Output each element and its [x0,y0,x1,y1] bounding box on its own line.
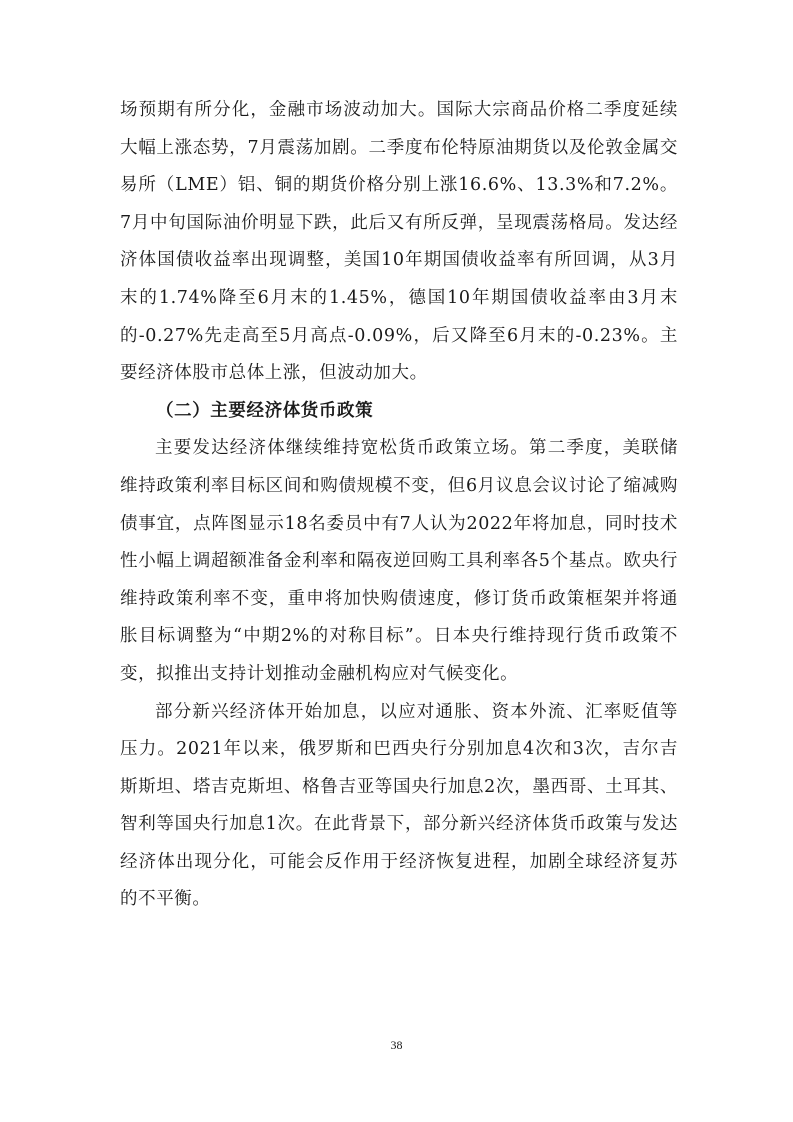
paragraph-developed-economies: 主要发达经济体继续维持宽松货币政策立场。第二季度，美联储维持政策利率目标区间和购债规模不变，但6月议息会议讨论了缩减购债事宜，点阵图显示18名委员中有7人认为2022年将加息，同时技术性小幅上调超额准备金利率和隔夜逆回购工具利率各5个基点。欧央行维持政策利率不变，重申将加快购债速度，修订货币政策框架并将通胀目标调整为“中期2%的对称目标”。日本央行维持现行货币政策不变，拟推出支持计划推动金融机构应对气候变化。 [120,438,678,684]
paragraph-financial-markets: 场预期有所分化，金融市场波动加大。国际大宗商品价格二季度延续大幅上涨态势，7月震荡加剧。二季度布伦特原油期货以及伦敦金属交易所（LME）铝、铜的期货价格分别上涨16.6%、13.3%和7.2%。7月中旬国际油价明显下跌，此后又有所反弹，呈现震荡格局。发达经济体国债收益率出现调整，美国10年期国债收益率有所回调，从3月末的1.74%降至6月末的1.45%，德国10年期国债收益率由3月末的-0.27%先走高至5月高点-0.09%，后又降至6月末的-0.23%。主要经济体股市总体上涨，但波动加大。 [120,100,678,384]
paragraph-emerging-economies: 部分新兴经济体开始加息，以应对通胀、资本外流、汇率贬值等压力。2021年以来，俄罗斯和巴西央行分别加息4次和3次，吉尔吉斯斯坦、塔吉克斯坦、格鲁吉亚等国央行加息2次，墨西哥、土耳其、智利等国央行加息1次。在此背景下，部分新兴经济体货币政策与发达经济体出现分化，可能会反作用于经济恢复进程，加剧全球经济复苏的不平衡。 [120,701,678,910]
page-body [120,92,678,919]
page-number: 38 [390,1038,403,1052]
section-heading-monetary-policy: （二）主要经济体货币政策 [156,400,374,421]
